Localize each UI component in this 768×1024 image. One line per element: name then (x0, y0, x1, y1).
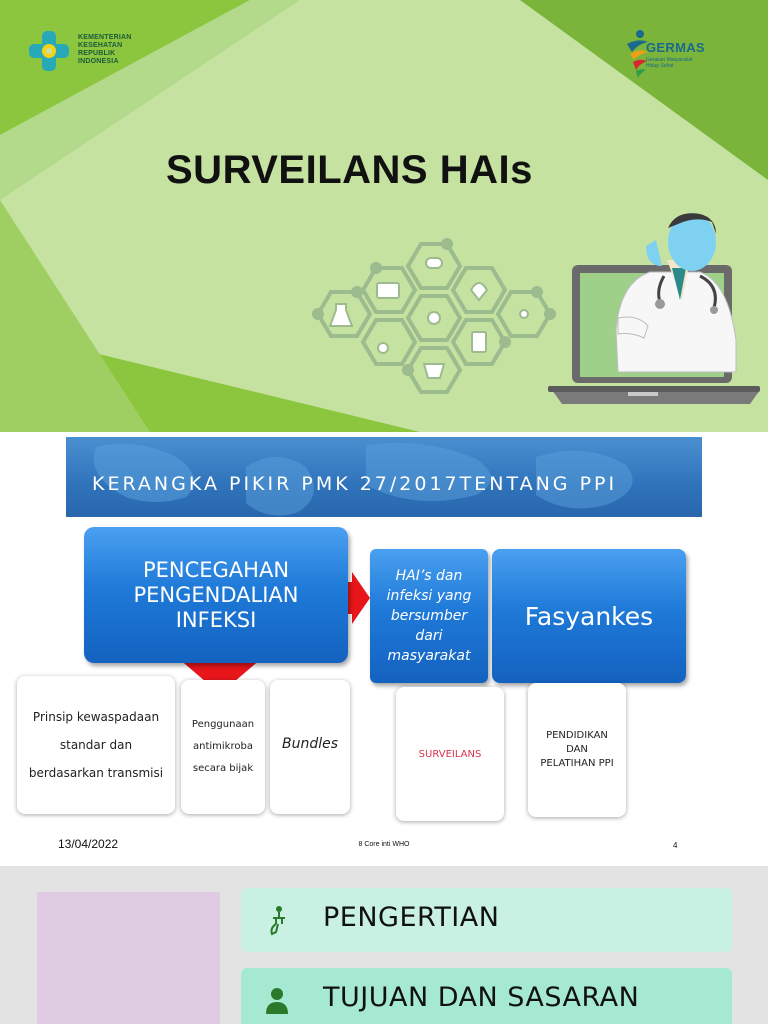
topic-item-pengertian[interactable] (241, 888, 732, 952)
footer-page-number: 4 (673, 841, 678, 850)
hai-box: HAI’s dan infeksi yang bersumber dari masyarakat (370, 549, 488, 683)
medical-illustration (0, 0, 768, 432)
germas-logo-title: GERMAS (646, 40, 705, 55)
stethoscope-small-icon (378, 343, 388, 353)
slide-title (0, 0, 768, 432)
flask-icon (330, 304, 352, 326)
footer-date: 13/04/2022 (58, 837, 119, 851)
topic-label: PENGERTIAN (323, 902, 500, 933)
slide-title-text: SURVEILANS HAIs (166, 148, 533, 192)
person-icon (263, 984, 291, 1016)
surveilans-box: SURVEILANS (396, 687, 504, 821)
principle-box: Prinsip kewaspadaan standar dan berdasarkan transmisi (17, 676, 175, 814)
pill-icon (426, 258, 442, 268)
ppi-box: PENCEGAHAN PENGENDALIAN INFEKSI (84, 527, 348, 663)
battery-icon (472, 332, 486, 352)
slide-topics (0, 866, 768, 1024)
image-panel (37, 892, 220, 1024)
mortar-icon (424, 364, 444, 378)
antimicrobial-box: Penggunaan antimikroba secara bijak (181, 680, 265, 814)
heart-icon (471, 283, 487, 300)
education-box: PENDIDIKAN DAN PELATIHAN PPI (528, 683, 626, 817)
kemenkes-logo-text: KEMENTERIAN KESEHATAN REPUBLIK INDONESIA (78, 34, 132, 65)
bundles-box: Bundles (270, 680, 350, 814)
laptop-doctor-illustration (548, 213, 760, 404)
atom-icon (428, 312, 440, 324)
slide-framework (0, 432, 768, 864)
topic-label: TUJUAN DAN SASARAN (323, 982, 640, 1013)
stethoscope-icon (263, 904, 291, 936)
banner-title: KERANGKA PIKIR PMK 27/2017TENTANG PPI (92, 473, 618, 495)
topic-item-tujuan[interactable] (241, 968, 732, 1024)
medkit-icon (377, 283, 399, 298)
right-arrow-icon (346, 572, 370, 624)
fasyankes-box: Fasyankes (492, 549, 686, 683)
footer-center: 8 Core inti WHO (358, 841, 410, 848)
molecule-icon (520, 310, 528, 318)
germas-logo-subtitle: Gerakan Masyarakat Hidup Sehat (646, 57, 693, 69)
